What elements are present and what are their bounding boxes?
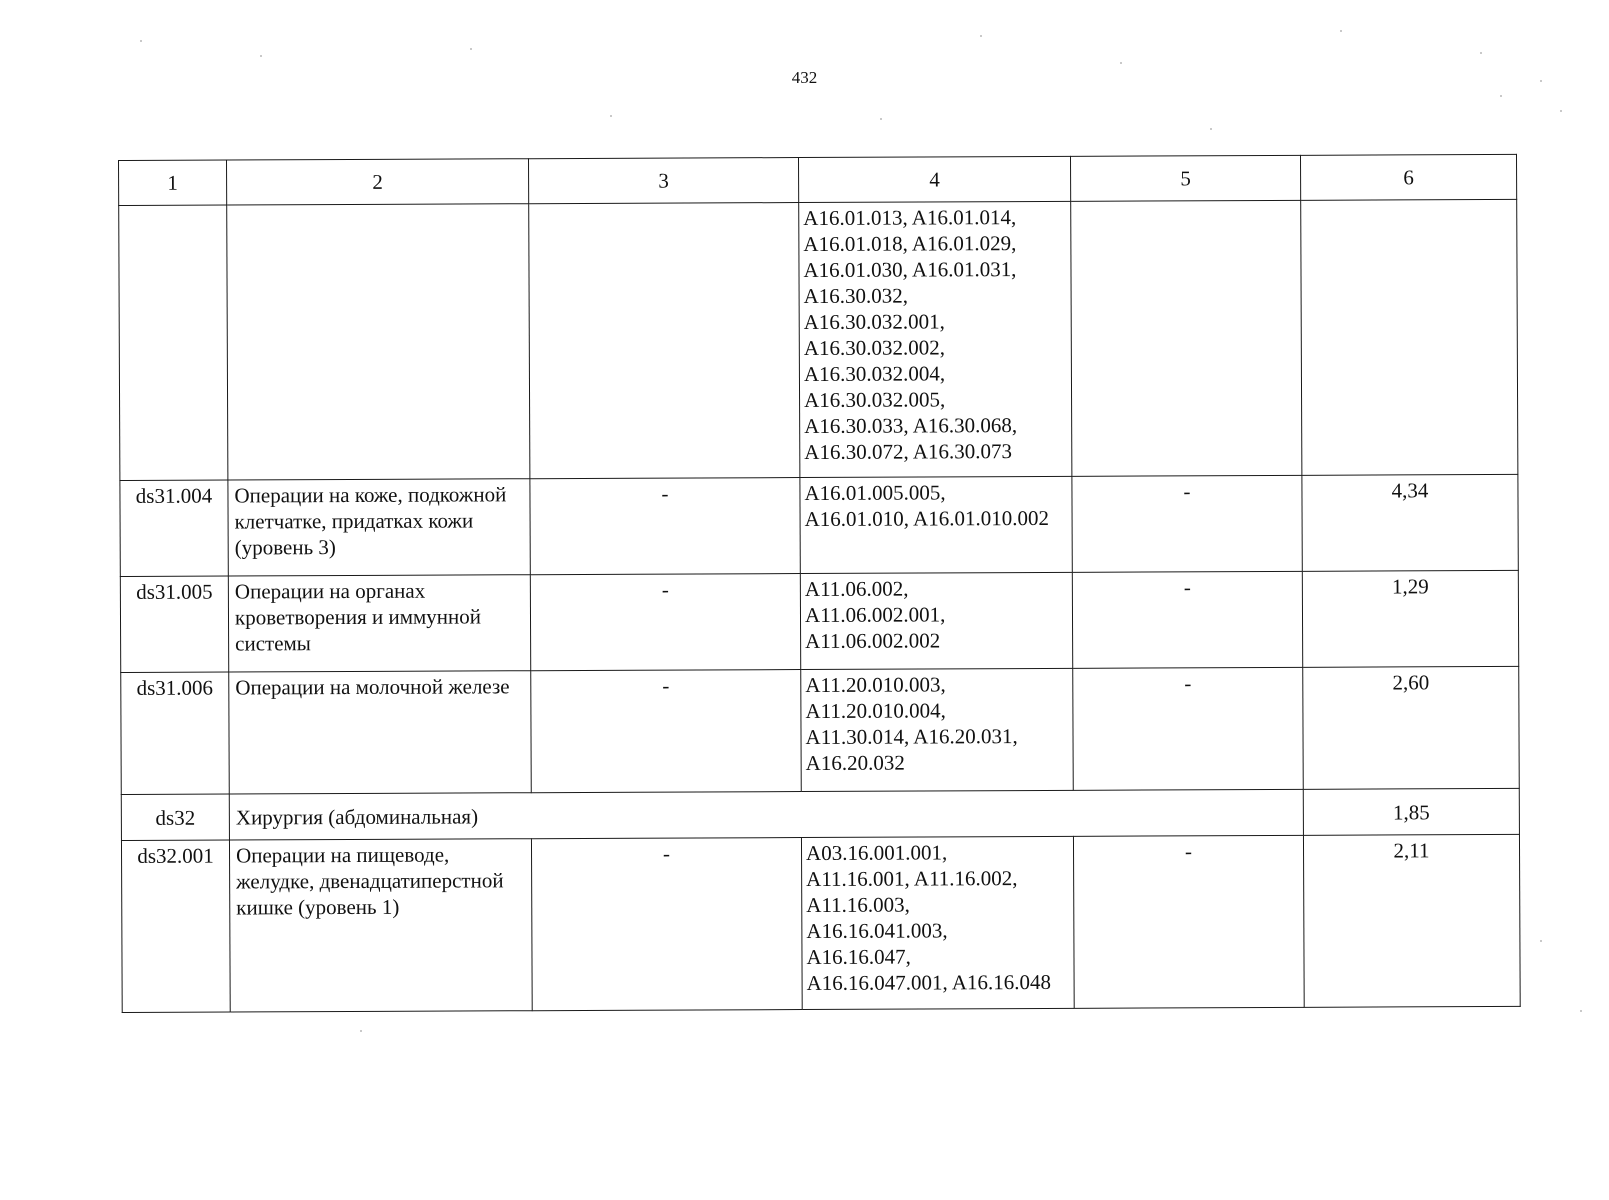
service-codes-cell — [801, 836, 1074, 1009]
service-codes-line: A16.01.030, A16.01.031, — [803, 257, 1017, 283]
service-codes-cell — [800, 572, 1072, 669]
col5-cell: - — [1073, 835, 1304, 1008]
table-row — [121, 834, 1520, 1012]
service-codes-line: A16.16.041.003, — [806, 918, 948, 944]
name-cell: Операции на коже, подкожной клетчатке, придатках кожи (уровень 3) — [228, 479, 530, 576]
table-header-row — [119, 154, 1517, 205]
col3-cell: - — [530, 574, 800, 671]
coefficient-cell — [1301, 199, 1518, 475]
group-name-cell: Хирургия (абдоминальная) — [229, 789, 1303, 840]
group-code-cell: ds32 — [121, 794, 229, 840]
name-cell: Операции на молочной железе — [229, 671, 532, 794]
service-codes-line: A16.30.072, A16.30.073 — [804, 439, 1013, 465]
service-codes-line: A11.06.002.001, — [804, 602, 946, 628]
coefficient-cell: 4,34 — [1302, 474, 1518, 571]
table-row — [121, 666, 1520, 794]
code-cell — [119, 205, 228, 480]
name-cell: Операции на пищеводе, желудке, двенадцатиперстной кишке (уровень 1) — [229, 839, 532, 1012]
tariff-table-container — [118, 154, 1520, 1013]
name-cell: Операции на органах кроветворения и иммунной системы — [228, 575, 530, 672]
header-cell: 3 — [528, 158, 798, 204]
service-codes-line: A11.20.010.004, — [805, 698, 946, 724]
service-codes-line: A03.16.001.001, — [805, 840, 948, 866]
code-cell: ds31.006 — [121, 672, 230, 794]
header-cell: 2 — [227, 159, 529, 205]
col3-cell — [529, 203, 800, 479]
service-codes-line: A11.16.003, — [806, 892, 910, 918]
col3-cell: - — [531, 670, 802, 793]
coefficient-cell: 2,11 — [1303, 834, 1520, 1007]
service-codes-line: A16.20.032 — [805, 750, 905, 776]
tariff-table — [118, 154, 1521, 1013]
service-codes-line: A16.30.032.002, — [803, 335, 946, 361]
service-codes-line: A16.16.047, — [806, 944, 911, 970]
service-codes-line: A11.06.002, — [804, 576, 909, 602]
service-codes-line: A16.30.032.005, — [804, 387, 946, 413]
service-codes-cell — [799, 201, 1072, 477]
table-row — [120, 570, 1518, 672]
col5-cell: - — [1072, 475, 1302, 572]
header-cell: 6 — [1300, 154, 1516, 200]
coefficient-cell: 2,60 — [1303, 666, 1520, 789]
service-codes-line: A11.30.014, A16.20.031, — [805, 724, 1018, 750]
service-codes-line: A16.01.018, A16.01.029, — [803, 231, 1017, 257]
header-cell: 5 — [1070, 155, 1300, 201]
col5-cell: - — [1073, 667, 1304, 790]
col5-cell: - — [1072, 571, 1302, 668]
coefficient-cell: 1,29 — [1302, 570, 1518, 667]
group-coefficient-cell: 1,85 — [1303, 788, 1519, 835]
group-row — [121, 788, 1519, 840]
service-codes-line: A16.30.032.004, — [803, 361, 946, 387]
service-codes-line: A16.16.047.001, A16.16.048 — [806, 969, 1052, 996]
table-row — [120, 474, 1518, 576]
col5-cell — [1071, 200, 1302, 476]
service-codes-line: A16.01.005.005, — [804, 480, 946, 506]
page-number: 432 — [791, 68, 818, 87]
service-codes-line: A11.16.001, A11.16.002, — [806, 866, 1018, 892]
service-codes-line: A16.01.010, A16.01.010.002 — [804, 505, 1050, 532]
header-cell: 1 — [119, 160, 227, 205]
service-codes-line: A16.01.013, A16.01.014, — [803, 205, 1017, 231]
header-cell: 4 — [798, 156, 1070, 202]
service-codes-line: A16.30.033, A16.30.068, — [804, 413, 1018, 439]
code-cell: ds32.001 — [121, 840, 230, 1012]
service-codes-line: A11.06.002.002 — [805, 628, 941, 654]
service-codes-cell — [800, 476, 1072, 573]
service-codes-line: A16.30.032.001, — [803, 309, 945, 335]
code-cell: ds31.004 — [120, 480, 228, 576]
name-cell — [227, 204, 530, 480]
table-row — [119, 199, 1518, 480]
service-codes-cell — [801, 668, 1074, 791]
service-codes-line: A16.30.032, — [803, 283, 909, 309]
service-codes-line: A11.20.010.003, — [805, 672, 946, 698]
col3-cell: - — [531, 838, 802, 1011]
col3-cell: - — [530, 478, 800, 575]
code-cell: ds31.005 — [120, 576, 228, 672]
